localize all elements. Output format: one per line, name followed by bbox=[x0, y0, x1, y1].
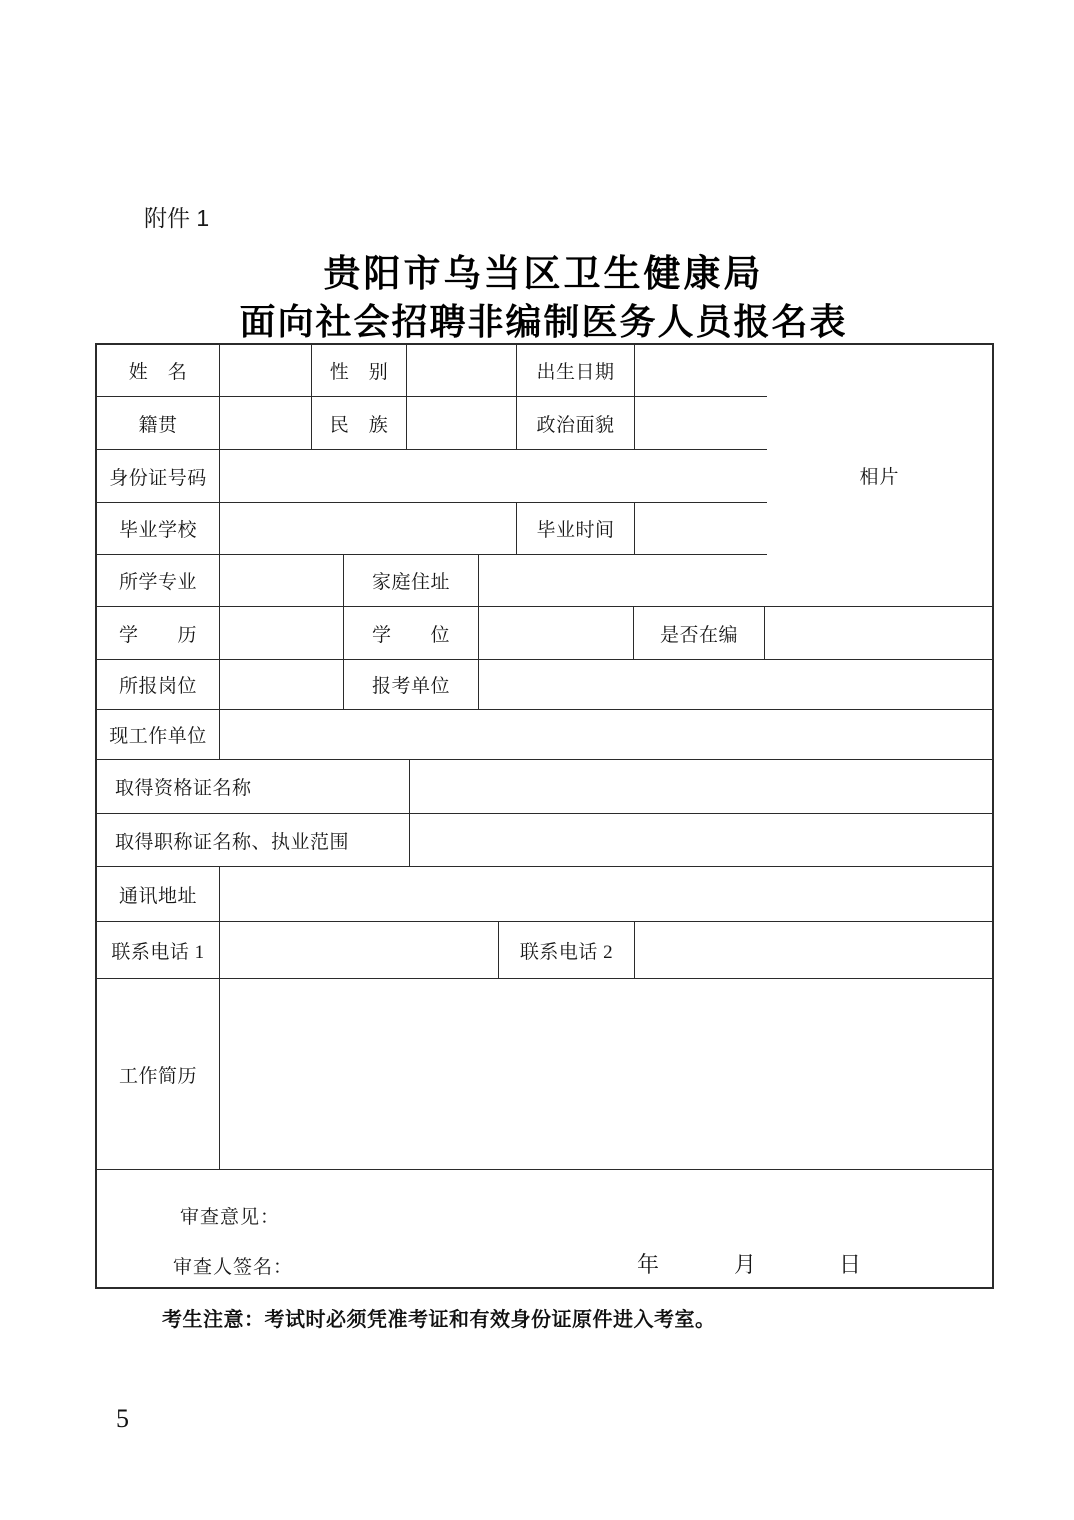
applied-position-value-cell[interactable] bbox=[220, 660, 344, 710]
political-status-label: 政治面貌 bbox=[517, 397, 635, 450]
id-number-label: 身份证号码 bbox=[97, 450, 220, 503]
applying-unit-value-cell[interactable] bbox=[479, 660, 992, 710]
gender-label: 性 别 bbox=[312, 345, 407, 397]
review-month-label: 月 bbox=[734, 1252, 757, 1277]
row-name-gender-birth bbox=[97, 345, 767, 397]
mailing-address-value-cell[interactable] bbox=[220, 867, 992, 922]
row-graduation bbox=[97, 503, 767, 555]
name-value-cell[interactable] bbox=[220, 345, 312, 397]
graduation-time-value-cell[interactable] bbox=[635, 503, 767, 555]
row-current-employer bbox=[97, 710, 992, 760]
graduation-school-label: 毕业学校 bbox=[97, 503, 220, 555]
name-label: 姓 名 bbox=[97, 345, 220, 397]
title-cert-value-cell[interactable] bbox=[410, 814, 992, 867]
graduation-school-value-cell[interactable] bbox=[220, 503, 517, 555]
birth-date-label: 出生日期 bbox=[517, 345, 635, 397]
phone1-label: 联系电话 1 bbox=[97, 922, 220, 979]
ethnicity-label: 民 族 bbox=[312, 397, 407, 450]
registration-form-table bbox=[95, 343, 994, 1289]
candidate-notice: 考生注意：考试时必须凭准考证和有效身份证原件进入考室。 bbox=[162, 1309, 716, 1331]
review-day-label: 日 bbox=[839, 1252, 862, 1277]
degree-label: 学 位 bbox=[344, 607, 479, 660]
row-work-resume bbox=[97, 979, 992, 1170]
review-opinion-label: 审查意见： bbox=[180, 1207, 281, 1228]
reviewer-signature-label: 审查人签名： bbox=[173, 1257, 294, 1278]
form-title-line2: 面向社会招聘非编制医务人员报名表 bbox=[239, 301, 848, 342]
form-title-line1: 贵阳市乌当区卫生健康局 bbox=[323, 253, 764, 294]
political-status-value-cell[interactable] bbox=[635, 397, 767, 450]
in-establishment-value-cell[interactable] bbox=[765, 607, 992, 660]
title-cert-label: 取得职称证名称、执业范围 bbox=[97, 814, 410, 867]
row-id-number bbox=[97, 450, 767, 503]
phone1-value-cell[interactable] bbox=[220, 922, 499, 979]
attachment-label: 附件 1 bbox=[144, 205, 210, 231]
row-position-unit bbox=[97, 660, 992, 710]
qualification-cert-label: 取得资格证名称 bbox=[97, 760, 410, 814]
photo-label: 相片 bbox=[859, 467, 900, 488]
major-value-cell[interactable] bbox=[220, 555, 344, 607]
row-education-degree bbox=[97, 607, 992, 660]
applying-unit-label: 报考单位 bbox=[344, 660, 479, 710]
phone2-label: 联系电话 2 bbox=[499, 922, 635, 979]
work-resume-label: 工作简历 bbox=[97, 979, 220, 1170]
gender-value-cell[interactable] bbox=[407, 345, 517, 397]
mailing-address-label: 通讯地址 bbox=[97, 867, 220, 922]
native-place-value-cell[interactable] bbox=[220, 397, 312, 450]
native-place-label: 籍贯 bbox=[97, 397, 220, 450]
table-upper-section bbox=[97, 345, 992, 607]
table-upper-left-grid bbox=[97, 345, 767, 607]
birth-date-value-cell[interactable] bbox=[635, 345, 767, 397]
home-address-label: 家庭住址 bbox=[344, 555, 479, 607]
row-native-ethnicity-political bbox=[97, 397, 767, 450]
row-qualification-cert bbox=[97, 760, 992, 814]
current-employer-label: 现工作单位 bbox=[97, 710, 220, 760]
work-resume-value-cell[interactable] bbox=[220, 979, 992, 1170]
id-number-value-cell[interactable] bbox=[220, 450, 767, 503]
photo-area[interactable] bbox=[767, 345, 992, 607]
ethnicity-value-cell[interactable] bbox=[407, 397, 517, 450]
graduation-time-label: 毕业时间 bbox=[517, 503, 635, 555]
row-mailing-address bbox=[97, 867, 992, 922]
page-number: 5 bbox=[116, 1404, 129, 1433]
row-title-cert bbox=[97, 814, 992, 867]
qualification-cert-value-cell[interactable] bbox=[410, 760, 992, 814]
applied-position-label: 所报岗位 bbox=[97, 660, 220, 710]
review-section-cell[interactable] bbox=[97, 1170, 992, 1287]
major-label: 所学专业 bbox=[97, 555, 220, 607]
current-employer-value-cell[interactable] bbox=[220, 710, 992, 760]
row-major-address bbox=[97, 555, 767, 607]
in-establishment-label: 是否在编 bbox=[634, 607, 765, 660]
home-address-value-cell[interactable] bbox=[479, 555, 767, 607]
degree-value-cell[interactable] bbox=[479, 607, 634, 660]
education-label: 学 历 bbox=[97, 607, 220, 660]
row-review bbox=[97, 1170, 992, 1287]
review-year-label: 年 bbox=[637, 1252, 660, 1277]
phone2-value-cell[interactable] bbox=[635, 922, 992, 979]
row-phones bbox=[97, 922, 992, 979]
education-value-cell[interactable] bbox=[220, 607, 344, 660]
